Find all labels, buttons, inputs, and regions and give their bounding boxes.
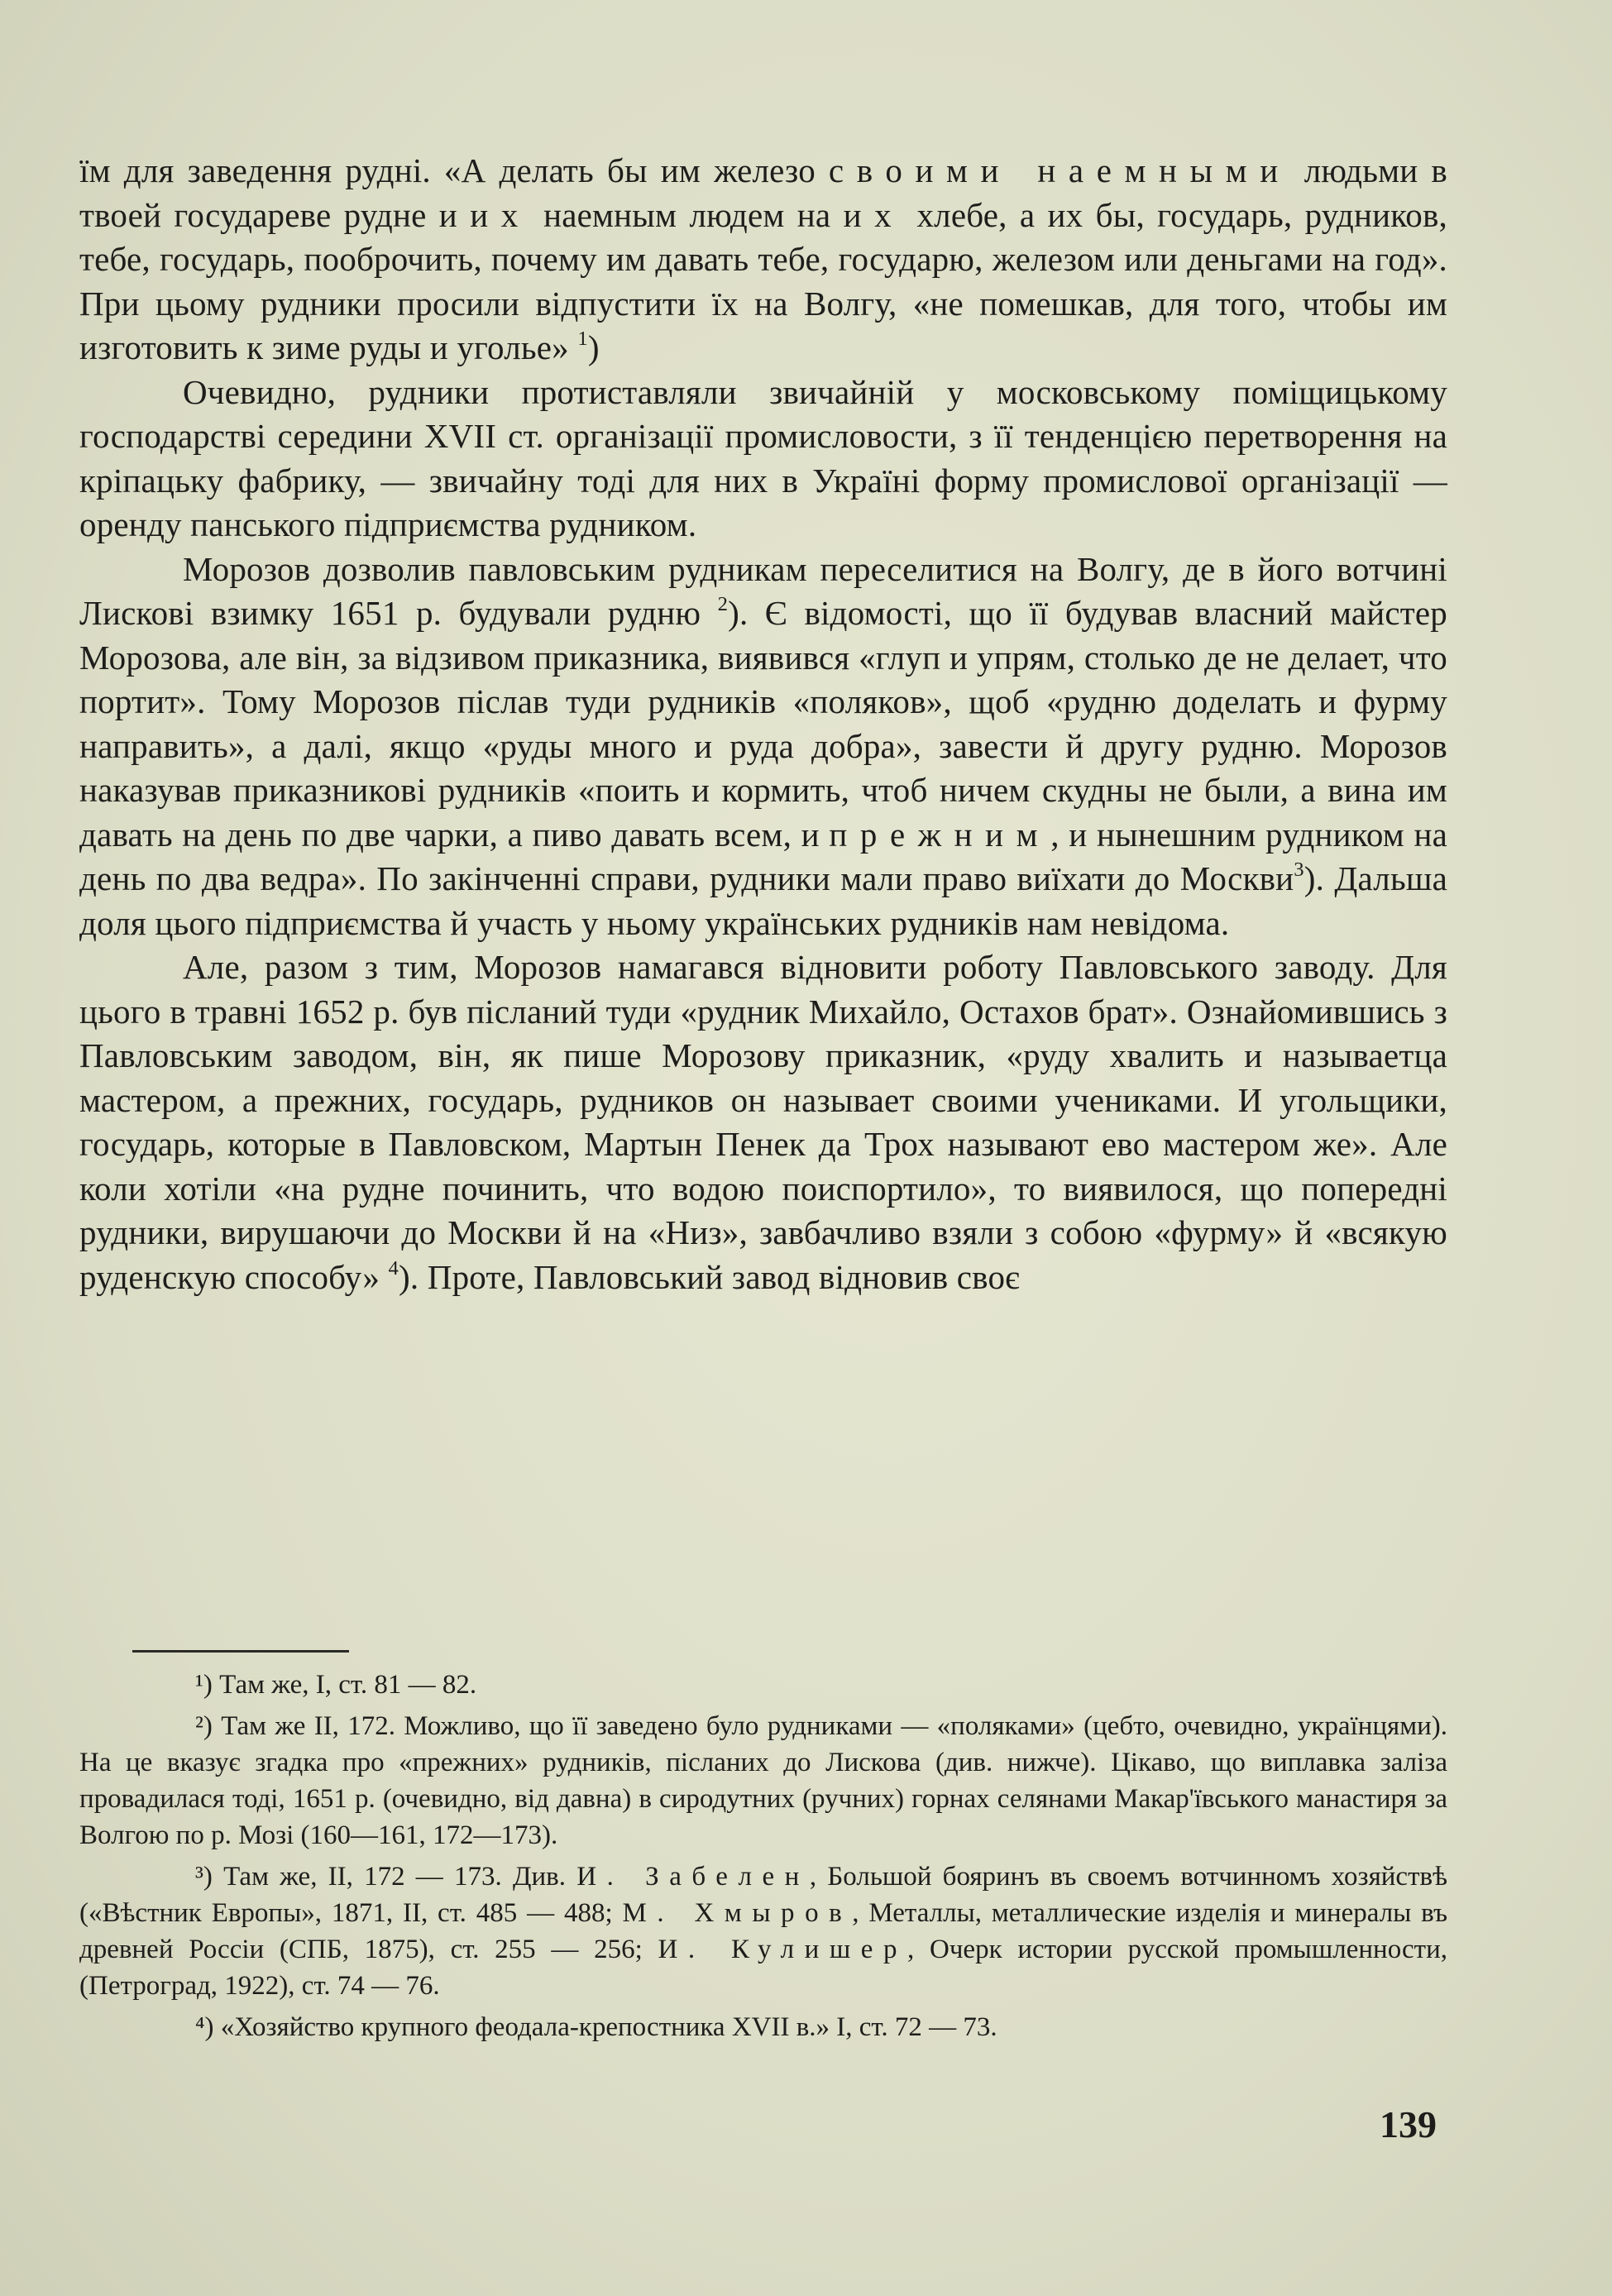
page-number: 139 [1380,2103,1437,2145]
footnote-2: ²) Там же II, 172. Можливо, що її заведено було рудниками — «поляками» (цебто, очевидно, українцями). На це вказує згадка про «прежних» рудників, післаних до Лискова (див. нижче). Цікаво, що виплавка заліза провадилася тоді, 1651 р. (очевидно, від давна) в сиродутних (ручних) горнах селянами Макар'ївського манастиря за Волгою по р. Мозі (160—161, 172—173). [79,1711,1447,1850]
text-run: людьми в твоей государеве рудне и [79,151,1447,234]
text-run: Але, разом з тим, Морозов намагався відновити роботу Павловського заводу. Для цього в травні 1652 р. був післаний туди «рудник Михайло, Остахов брат». Ознайомившись з Павловським заводом, він, як пише Морозову приказник, «руду хвалить и называетца мастером, а прежних, государь, рудников он называет своими учениками. И угольщики, государь, которые в Павловском, Мартын Пенек да Трох называют ево мастером же». Але коли хотіли «на рудне починить, что водою поиспортило», то виявилося, що попередні рудники, вирушаючи до Москви й на «Низ», завбачливо взяли з собою «фурму» й «всякую руденскую способу» [79,948,1447,1296]
footnote-4: ⁴) «Хозяйство крупного феодала-крепостника XVII в.» I, ст. 72 — 73. [195,2012,997,2042]
paragraph-1 [79,149,1447,371]
footnote-ref-3: 3 [1294,858,1304,881]
text-run: ). Дальша доля цього підприємства й участь у ньому українських рудників нам невідома. [79,859,1448,942]
footnote-divider [132,1650,349,1653]
text-run: , Металлы, металлические изделія и минералы въ древней Россіи (СПБ, 1875), ст. 255 — 256; [79,1898,1448,1964]
text-run: , Большой бояринъ въ своемъ вотчинномъ хозяйствѣ («Вѣстник Европы», 1871, II, ст. 485 — 488; [79,1862,1447,1928]
text-run: ) [587,328,600,366]
text-run: їм для заведення рудні. «А делать бы им железо [79,151,829,189]
text-run: , Очерк истории русской промышленности, (Петроград, 1922), ст. 74 — 76. [79,1935,1447,2001]
paragraph-4 [79,945,1447,1299]
footnote-ref-1: 1 [577,327,588,350]
footnotes [79,1667,1447,2050]
text-run: Морозов дозволив павловським рудникам переселитися на Волгу, де в його вотчині Лискові взимку 1651 р. будували рудню [79,549,1447,632]
text-run: ). Проте, Павловський завод відновив своє [399,1257,1020,1296]
spaced-text: прежним [829,815,1051,854]
main-text [79,149,1447,1299]
text-run: , и нынешним рудником на день по два ведра». По закінченні справи, рудники мали право виїхати до Москви [79,815,1448,897]
text-run: ³) Там же, II, 172 — 173. Див. [195,1862,577,1892]
spaced-text: их [843,195,905,234]
footnote-ref-4: 4 [388,1256,399,1280]
footnote-3 [79,1858,1447,2004]
author-name: М. Хмыров [622,1898,853,1928]
author-name: И. Кулишер [658,1935,908,1964]
footnote-1: ¹) Там же, I, ст. 81 — 82. [195,1670,477,1700]
spaced-text: их [470,195,531,234]
spaced-text: своими наемными [828,151,1291,189]
text-run: хлебе, а их бы, государь, рудников, тебе, государь, пооброчить, почему им давать тебе, государю, железом или деньгами на год». При цьому рудники просили відпустити їх на Волгу, «не помешкав, для того, чтобы им изготовить к зиме руды и уголье» [79,195,1448,366]
footnote-ref-2: 2 [717,592,729,615]
text-run: наемным людем на [530,195,844,234]
author-name: И. Забелен [576,1862,810,1892]
text-run: ). Є відомості, що її будував власний майстер Морозова, але він, за відзивом приказника, виявився «глуп и упрям, столько де не делает, что портит». Тому Морозов післав туди рудників «поляков», щоб «рудню доделать и фурму направить», а далі, якщо «руды много и руда добра», завести й другу рудню. Морозов наказував приказникові рудників «поить и кормить, чтоб ничем скудны не были, а вина им давать на день по две чарки, а пиво давать всем, и [79,594,1447,854]
paragraph-2: Очевидно, рудники протиставляли звичайній у московському поміщицькому господарстві середини XVII ст. організації промисловости, з її тенденцією перетворення на кріпацьку фабрику, — звичайну тоді для них в Україні форму промислової організації — оренду панського підприємства рудником. [79,372,1447,543]
paragraph-3 [79,548,1447,946]
